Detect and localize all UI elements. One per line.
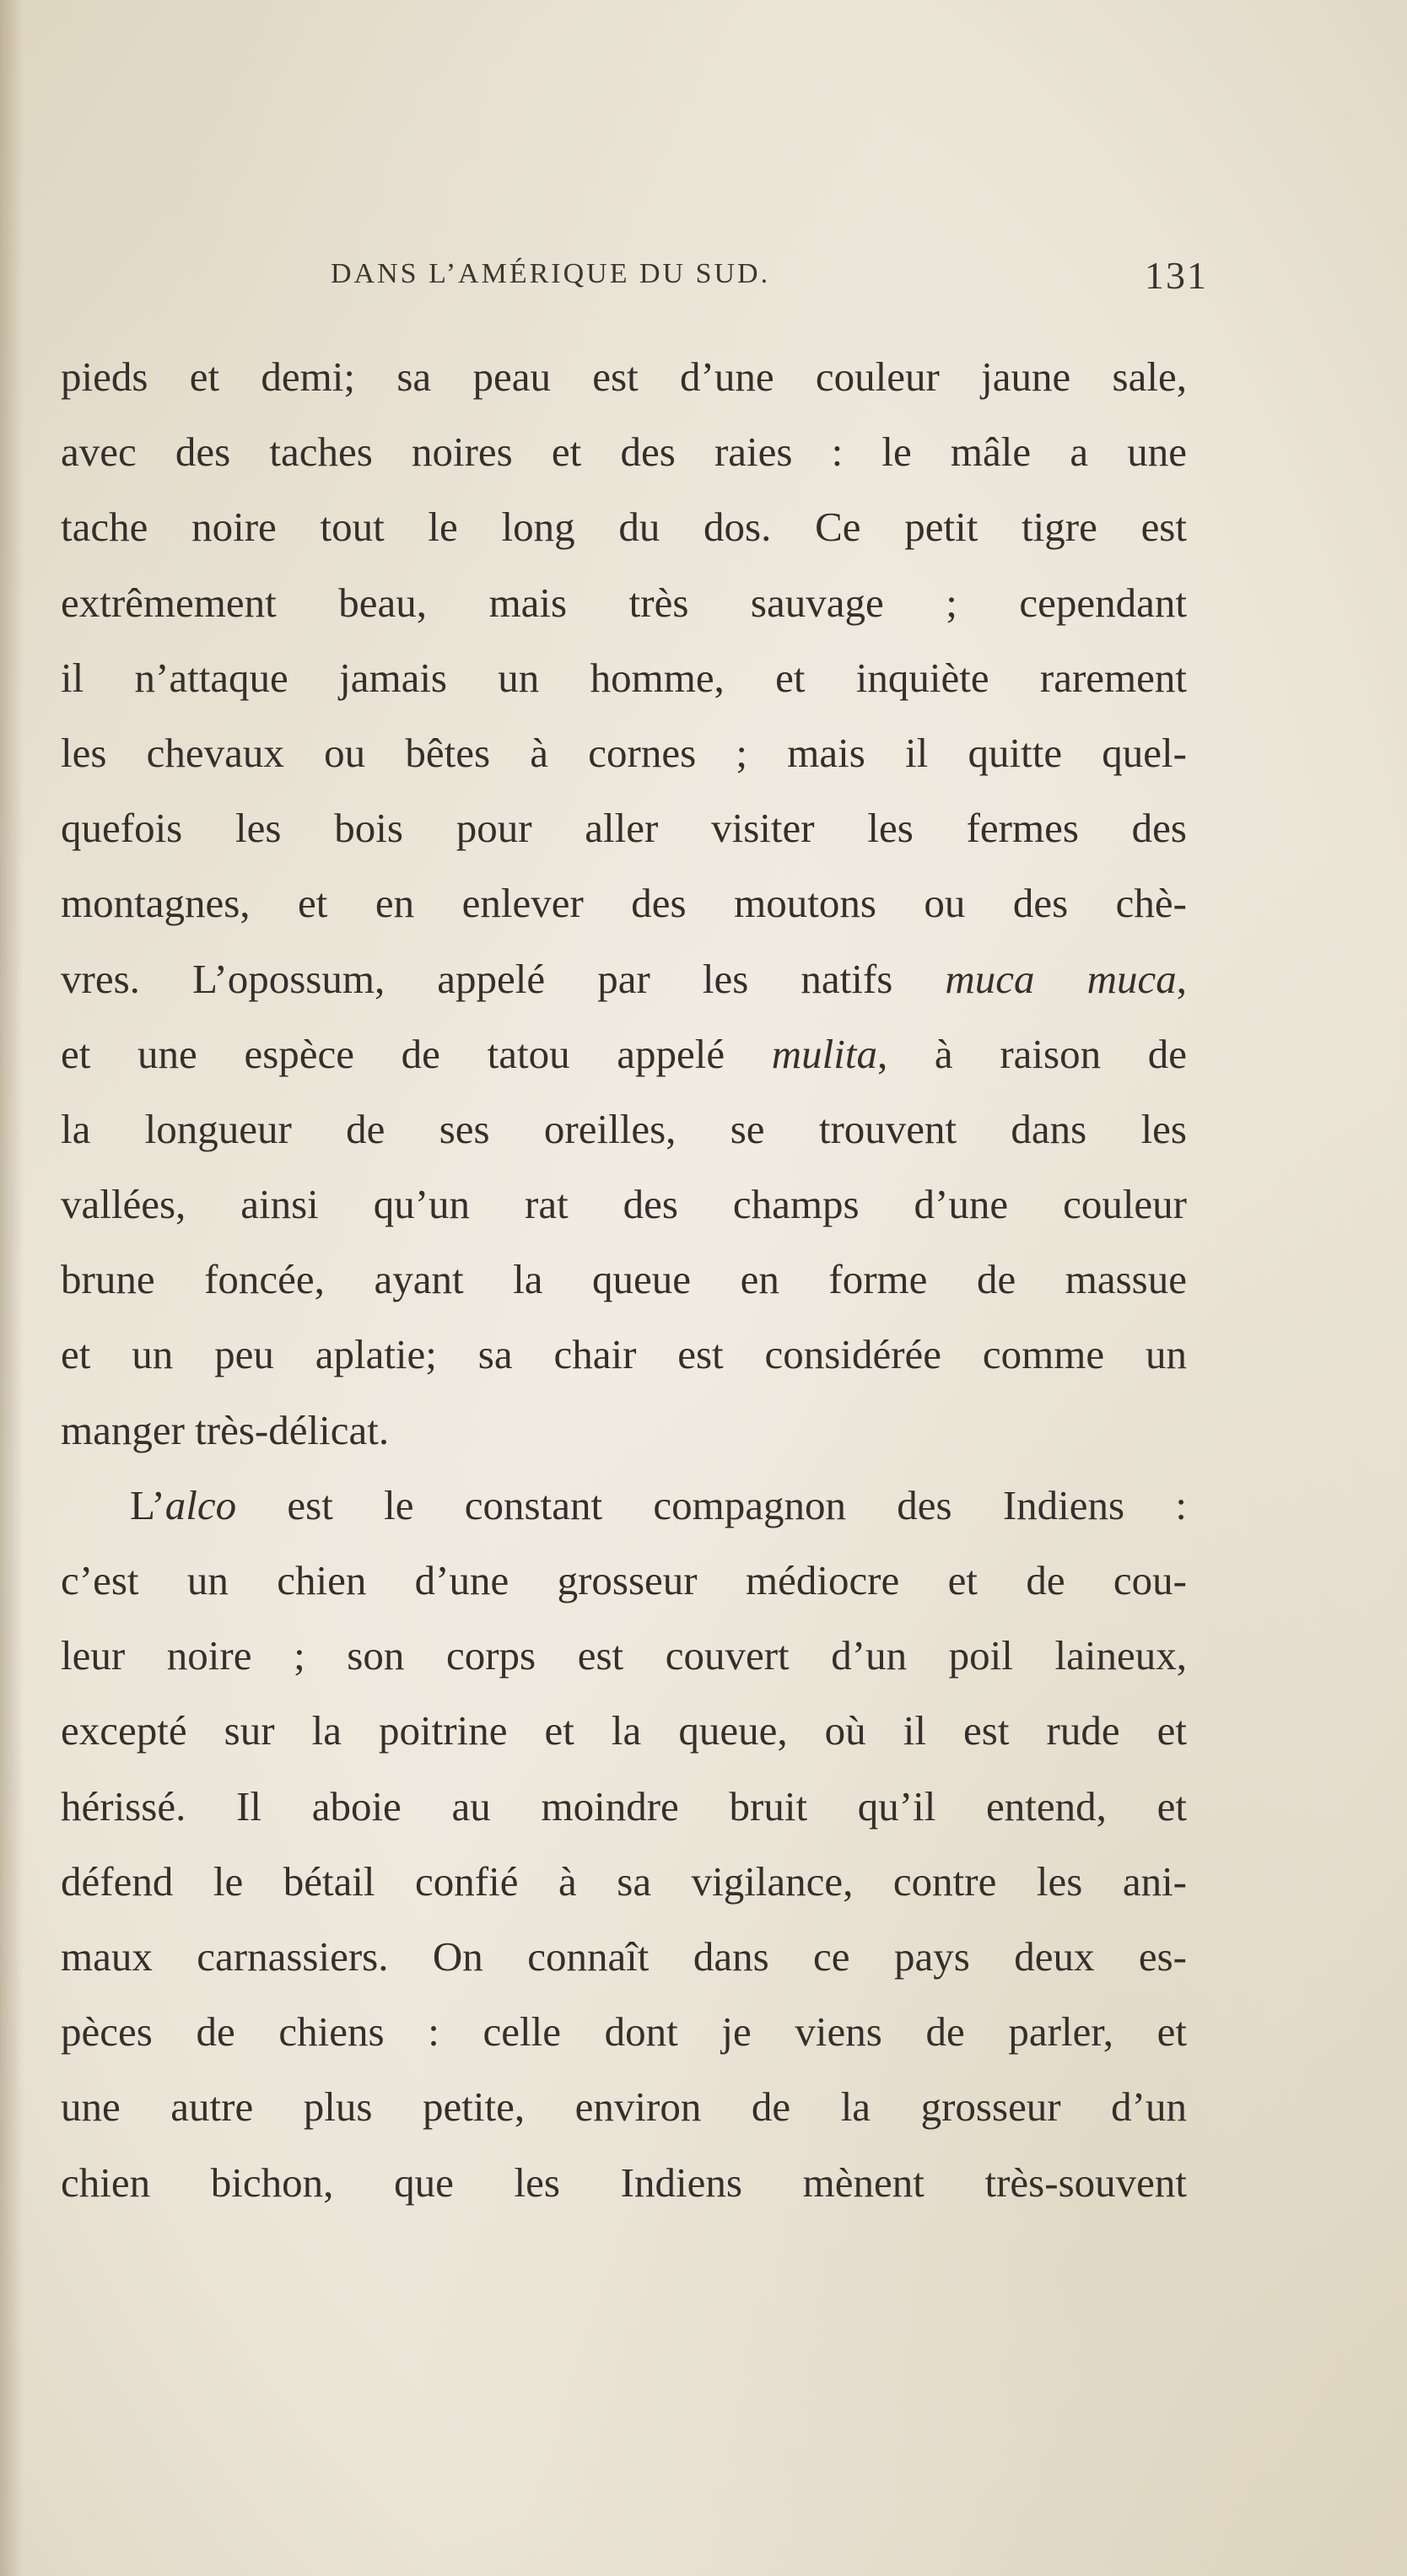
text-line: L’alco est le constant compagnon des Indiens :: [130, 1481, 1187, 1528]
text-line: la longueur de ses oreilles, se trouvent dans les: [61, 1105, 1187, 1152]
text-line: pieds et demi; sa peau est d’une couleur jaune sale,: [61, 353, 1187, 400]
text-line: tache noire tout le long du dos. Ce petit tigre est: [61, 504, 1187, 551]
text-line: les chevaux ou bêtes à cornes ; mais il quitte quel-: [61, 729, 1187, 776]
text-line: une autre plus petite, environ de la grosseur d’un: [61, 2083, 1187, 2131]
text-line: avec des taches noires et des raies : le mâle a une: [61, 428, 1187, 476]
text-line: hérissé. Il aboie au moindre bruit qu’il entend, et: [61, 1782, 1187, 1830]
text-line: quefois les bois pour aller visiter les fermes des: [61, 805, 1187, 852]
italic-term: muca muca: [945, 955, 1177, 1002]
text-line: montagnes, et en enlever des moutons ou des chè-: [61, 880, 1187, 927]
text-line: chien bichon, que les Indiens mènent très-souvent: [61, 2158, 1187, 2206]
text-line: leur noire ; son corps est couvert d’un poil laineux,: [61, 1632, 1187, 1679]
text-line: c’est un chien d’une grosseur médiocre et de cou-: [61, 1557, 1187, 1603]
italic-term: alco: [164, 1481, 237, 1528]
text-line: vres. L’opossum, appelé par les natifs muca muca,: [61, 955, 1187, 1002]
text-line: et une espèce de tatou appelé mulita, à raison de: [61, 1030, 1187, 1077]
text-line: maux carnassiers. On connaît dans ce pays deux es-: [61, 1932, 1187, 1980]
gutter-shadow: [0, 0, 24, 2576]
text-line: il n’attaque jamais un homme, et inquiète rarement: [61, 654, 1187, 701]
text-line: vallées, ainsi qu’un rat des champs d’une couleur: [61, 1181, 1187, 1228]
running-head: DANS L’AMÉRIQUE DU SUD.: [331, 258, 771, 289]
text-line: pèces de chiens : celle dont je viens de parler, et: [61, 2008, 1187, 2056]
page-header: [61, 253, 1208, 321]
text-line: défend le bétail confié à sa vigilance, contre les ani-: [61, 1857, 1187, 1905]
text-line: et un peu aplatie; sa chair est considérée comme un: [61, 1331, 1187, 1378]
text-line: manger très-délicat.: [61, 1406, 390, 1453]
italic-term: mulita: [771, 1030, 877, 1077]
text-line: extrêmement beau, mais très sauvage ; cependant: [61, 579, 1187, 626]
page-number: 131: [1145, 254, 1208, 297]
text-line: excepté sur la poitrine et la queue, où il est rude et: [61, 1707, 1187, 1754]
body-text: [61, 339, 1187, 2220]
text-line: brune foncée, ayant la queue en forme de massue: [61, 1256, 1187, 1303]
